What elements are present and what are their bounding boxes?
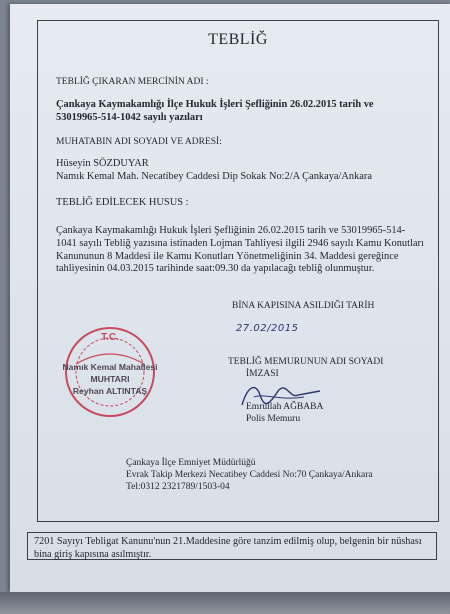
officer-title: Polis Memuru [246, 414, 301, 424]
recipient-name: Hüseyin SÖZDUYAR [56, 158, 149, 169]
office-line-2: Evrak Takip Merkezi Necatibey Caddesi No:70 Çankaya/Ankara [126, 470, 373, 480]
office-line-1: Çankaya İlçe Emniyet Müdürlüğü [126, 458, 256, 468]
issuer-line-1: Çankaya Kaymakamlığı İlçe Hukuk İşleri Şefliğinin 26.02.2015 tarih ve [56, 99, 374, 110]
issuer-label: TEBLİĞ ÇIKARAN MERCİNİN ADI : [56, 77, 209, 87]
officer-name: Emrullah AĞBABA [246, 402, 324, 412]
subject-label: TEBLİĞ EDİLECEK HUSUS : [56, 197, 189, 208]
document-sheet [10, 4, 450, 592]
office-line-3: Tel:0312 2321789/1503-04 [126, 482, 230, 492]
officer-label-2: İMZASI [246, 369, 279, 379]
officer-label-1: TEBLİĞ MEMURUNUN ADI SOYADI [228, 357, 384, 367]
recipient-label: MUHATABIN ADI SOYADI VE ADRESİ: [56, 137, 222, 147]
stamp-line-1: Namık Kemal Mahallesi [62, 362, 158, 372]
document-frame [37, 20, 439, 522]
posted-date-label: BİNA KAPISINA ASILDIĞI TARİH [232, 301, 375, 311]
recipient-address: Namık Kemal Mah. Necatibey Caddesi Dip Sokak No:2/A Çankaya/Ankara [56, 171, 372, 182]
posted-date-handwritten: 27.02/2015 [236, 323, 299, 334]
notice-body: Çankaya Kaymakamlığı Hukuk İşleri Şefliğinin 26.02.2015 tarih ve 53019965-514-1041 sayılı Tebliğ yazısına istinaden Lojman Tahliyesi ilgili 2946 sayılı Kamu Konutları Kanununun 8 Maddesi ile Kamu Konutları Yönetmeliğinin 34. Maddesi gereğince tahliyesinin 04.03.2015 tarihinde saat:09.30 da yapılacağı tebliğ olunmuştur. [56, 225, 424, 275]
stamp-line-2: MUHTARI [90, 374, 130, 384]
footer-note: 7201 Sayıyı Tebligat Kanunu'nun 21.Maddesine göre tanzim edilmiş olup, belgenin bir nüshası bina giriş kapısına asılmıştır. [27, 532, 437, 560]
stamp-top-text: T.C. [101, 332, 119, 343]
document-title: TEBLİĞ [208, 31, 268, 48]
posted-date-value [236, 323, 298, 334]
muhtar-stamp [62, 324, 158, 420]
issuer-line-2: 53019965-514-1042 sayılı yazıları [56, 112, 203, 123]
stamp-line-3: Reyhan ALTINTAŞ [72, 386, 148, 396]
bottom-background [0, 592, 450, 614]
